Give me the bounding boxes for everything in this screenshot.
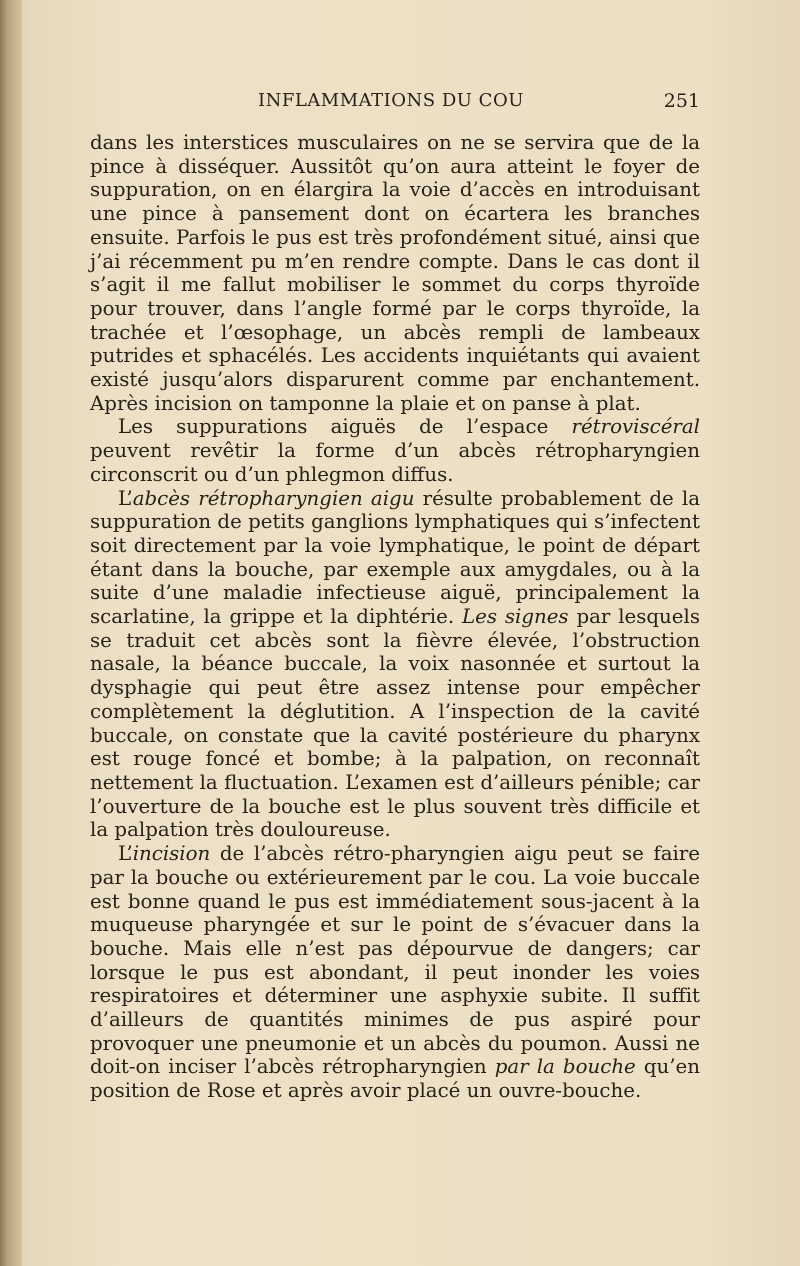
italic-run: Les signes: [461, 605, 569, 629]
running-title: INFLAMMATIONS DU COU: [258, 90, 524, 111]
text-run: de l’abcès rétro-pharyngien aigu peut se faire par la bouche ou extérieurement par le cou. La voie buccale est bonne quand le pus est immédiatement sous-jacent à la muqueuse pharyngée et sur le point de s’évacuer dans la bouche. Mais elle n’est pas dépourvue de dangers; car lorsque le pus est abondant, il peut inonder les voies respiratoires et déterminer une asphyxie subite. Il suffit d’ailleurs de quantités minimes de pus aspiré pour provoquer une pneumonie et un abcès du poumon. Aussi ne doit-on inciser l’abcès rétropharyngien: [90, 842, 700, 1079]
text-run: résulte probablement de la suppuration de petits ganglions lymphatiques qui s’infectent soit directement par la voie lymphatique, le point de départ étant dans la bouche, par exemple aux amygdales, ou à la suite d’une maladie infectieuse aiguë, principalement la scarlatine, la grippe et la diphtérie.: [90, 486, 700, 629]
italic-run: incision: [132, 842, 211, 866]
text-run: peuvent revêtir la forme d’un abcès rétropharyngien circonscrit ou d’un phlegmon diffus.: [90, 439, 700, 486]
text-run: par lesquels se traduit cet abcès sont la fièvre élevée, l’obstruction nasale, la béance buccale, la voix nasonnée et surtout la dysphagie qui peut être assez intense pour empêcher complètement la déglutition. A l’inspection de la cavité buccale, on constate que la cavité postérieure du pharynx est rouge foncé et bombe; à la palpation, on reconnaît nettement la fluctuation. L’examen est d’ailleurs pénible; car l’ouverture de la bouche est le plus souvent très difficile et la palpation très douloureuse.: [90, 605, 700, 842]
italic-run: rétroviscéral: [571, 415, 700, 439]
text-run: dans les interstices musculaires on ne se servira que de la pince à disséquer. Aussitôt qu’on aura atteint le foyer de suppuration, on en élargira la voie d’accès en introduisant une pince à pansement dont on écartera les branches ensuite. Parfois le pus est très profondément situé, ainsi que j’ai récemment pu m’en rendre compte. Dans le cas dont il s’agit il me fallut mobiliser le sommet du corps thyroïde pour trouver, dans l’angle formé par le corps thyroïde, la trachée et l’œsophage, un abcès rempli de lambeaux putrides et sphacélés. Les accidents inquiétants qui avaient existé jusqu’alors disparurent comme par enchantement. Après incision on tamponne la plaie et on panse à plat.: [90, 131, 700, 415]
page-binding-edge: [0, 0, 22, 1266]
body-text: [90, 131, 700, 1103]
paragraph: [90, 415, 700, 486]
page-header: [90, 90, 700, 120]
paragraph: [90, 131, 700, 415]
paragraph: [90, 487, 700, 843]
page-number: 251: [663, 90, 700, 112]
text-run: Les suppurations aiguës de l’espace: [118, 415, 572, 439]
italic-run: abcès rétropharyngien aigu: [132, 486, 415, 510]
text-run: L’: [118, 842, 133, 866]
text-run: qu’en position de Rose et après avoir placé un ouvre-bouche.: [90, 1055, 700, 1103]
paragraph: [90, 842, 700, 1103]
italic-run: par la bouche: [494, 1055, 636, 1079]
text-run: L’: [118, 486, 133, 510]
